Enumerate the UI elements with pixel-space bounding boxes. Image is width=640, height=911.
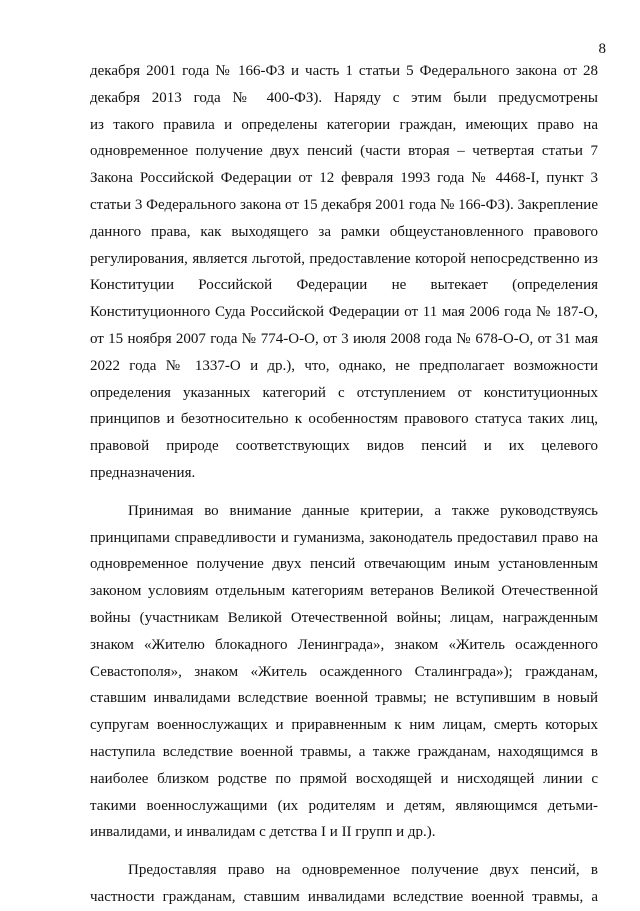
text-line: определения указанных категорий с отступлением от конституционных: [90, 384, 598, 401]
text-line: наступила вследствие военной травмы, а также гражданам, находящимся в: [90, 743, 598, 760]
text-line: ставшим инвалидами вследствие военной травмы; не вступившим в новый: [90, 690, 598, 707]
text-line: Конституции Российской Федерации не вытекает (определения: [90, 277, 598, 294]
text-line: Севастополя», знаком «Житель осажденного Сталинграда»); гражданам,: [90, 663, 598, 680]
text-line: одновременное получение двух пенсий отвечающим иным установленным: [90, 556, 598, 573]
text-line: Закона Российской Федерации от 12 февраля 1993 года № 4468-I, пункт 3: [90, 170, 598, 187]
text-line: декабря 2001 года № 166-ФЗ и часть 1 статьи 5 Федерального закона от 28: [90, 63, 598, 79]
text-line: наиболее близком родстве по прямой восходящей и нисходящей линии с: [90, 770, 598, 787]
text-line: одновременное получение двух пенсий (части вторая – четвертая статьи 7: [90, 143, 598, 160]
document-body: [90, 58, 598, 911]
text-line: знаком «Жителю блокадного Ленинграда», знаком «Житель осажденного: [90, 636, 598, 653]
text-line: законом условиям отдельным категориям ветеранов Великой Отечественной: [90, 583, 598, 600]
text-line: Принимая во внимание данные критерии, а также руководствуясь: [128, 502, 598, 519]
text-line: статьи 3 Федерального закона от 15 декабря 2001 года № 166-ФЗ). Закрепление: [90, 196, 598, 213]
text-line: регулирования, является льготой, предоставление которой непосредственно из: [90, 250, 598, 267]
paragraph-gap: [90, 846, 598, 857]
text-line: такими военнослужащими (их родителям и детям, являющимся детьми-: [90, 797, 598, 814]
text-line: Предоставляя право на одновременное получение двух пенсий, в: [128, 862, 598, 879]
text-line: 2022 года № 1337-О и др.), что, однако, не предполагает возможности: [90, 357, 598, 374]
text-line: данного права, как выходящего за рамки общеустановленного правового: [90, 223, 598, 240]
text-line: принципами справедливости и гуманизма, законодатель предоставил право на: [90, 529, 598, 546]
paragraph: [90, 498, 598, 846]
paragraph-gap: [90, 487, 598, 498]
text-line: от 15 ноября 2007 года № 774-О-О, от 3 июля 2008 года № 678-О-О, от 31 мая: [90, 330, 598, 347]
page-number: 8: [598, 41, 606, 57]
text-line: предназначения.: [90, 464, 196, 481]
text-line: частности гражданам, ставшим инвалидами вследствие военной травмы, а: [90, 888, 598, 905]
text-line: правовой природе соответствующих видов пенсий и их целевого: [90, 438, 598, 455]
text-line: Конституционного Суда Российской Федерации от 11 мая 2006 года № 187-О,: [90, 304, 598, 321]
paragraph: [90, 857, 598, 911]
text-line: супругам военнослужащих и приравненным к ним лицам, смерть которых: [90, 717, 598, 734]
text-line: войны (участникам Великой Отечественной войны; лицам, награжденным: [90, 609, 598, 626]
text-line: принципов и безотносительно к особенностям правового статуса таких лиц,: [90, 411, 598, 428]
text-line: инвалидами, и инвалидам с детства I и II групп и др.).: [90, 824, 436, 841]
paragraph: [90, 58, 598, 487]
text-line: из такого правила и определены категории граждан, имеющих право на: [90, 116, 598, 133]
text-line: декабря 2013 года № 400-ФЗ). Наряду с этим были предусмотрены: [90, 89, 598, 106]
